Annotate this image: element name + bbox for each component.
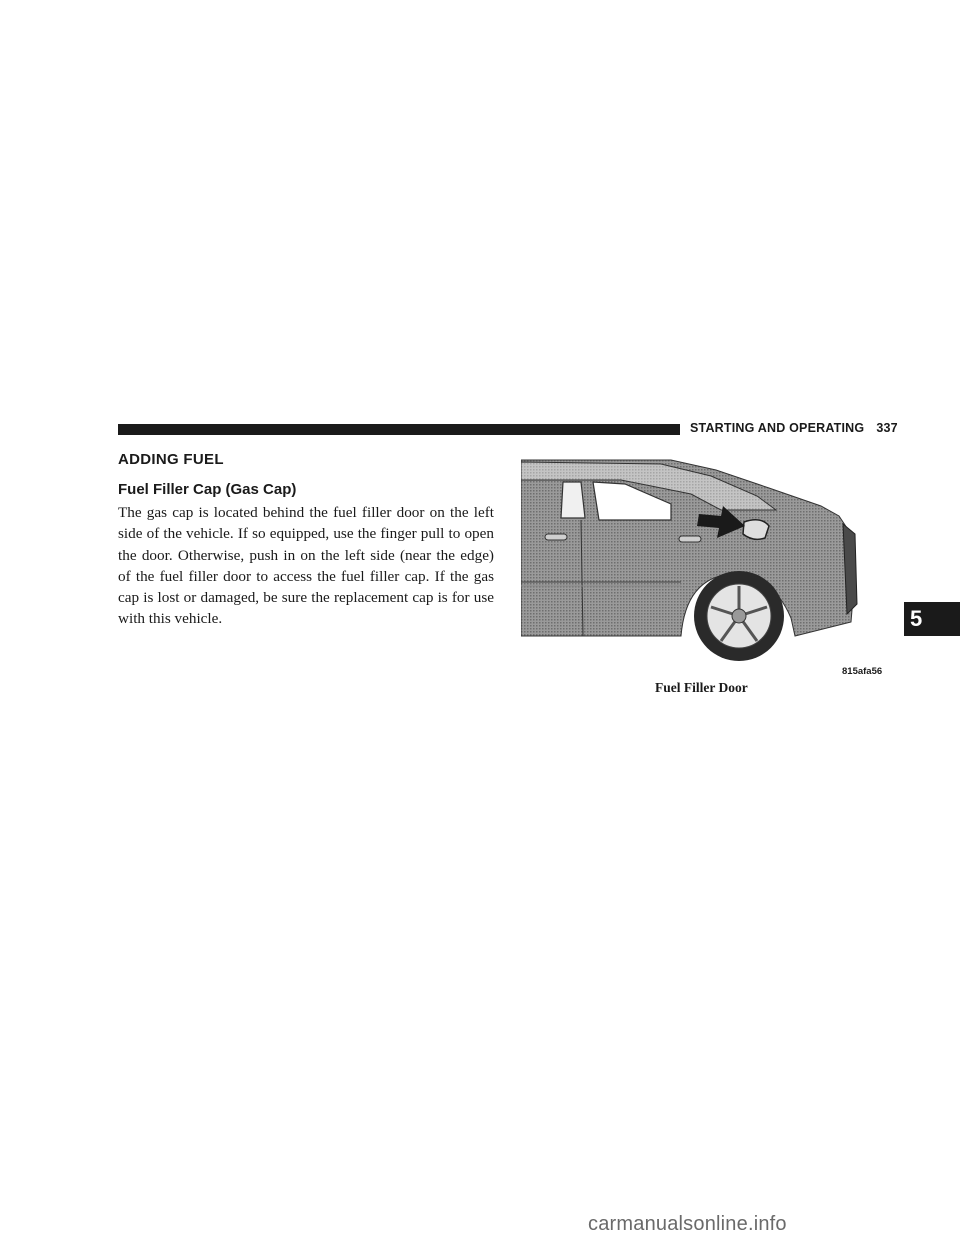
body-paragraph: The gas cap is located behind the fuel filler door on the left side of the vehicle. If so equipped, use the finger pull to open the door. Otherwise, push in on the left side (near the edge) of the fuel filler door to access the fuel filler cap. If the gas cap is lost or damaged, be sure the replacement cap is for use with this vehicle. — [118, 504, 494, 628]
subsection-title: Fuel Filler Cap (Gas Cap) — [118, 481, 297, 498]
fuel-filler-door-figure — [521, 454, 895, 666]
section-title: ADDING FUEL — [118, 451, 224, 468]
watermark: carmanualsonline.info — [588, 1213, 787, 1235]
running-header — [690, 421, 905, 439]
header-section: STARTING AND OPERATING — [690, 421, 865, 435]
chapter-tab: 5 — [904, 602, 960, 636]
car-illustration — [521, 454, 895, 666]
page-number: 337 — [876, 421, 898, 435]
figure-code: 815afa56 — [842, 666, 883, 677]
header-rule — [118, 424, 680, 435]
figure-caption: Fuel Filler Door — [655, 680, 748, 695]
